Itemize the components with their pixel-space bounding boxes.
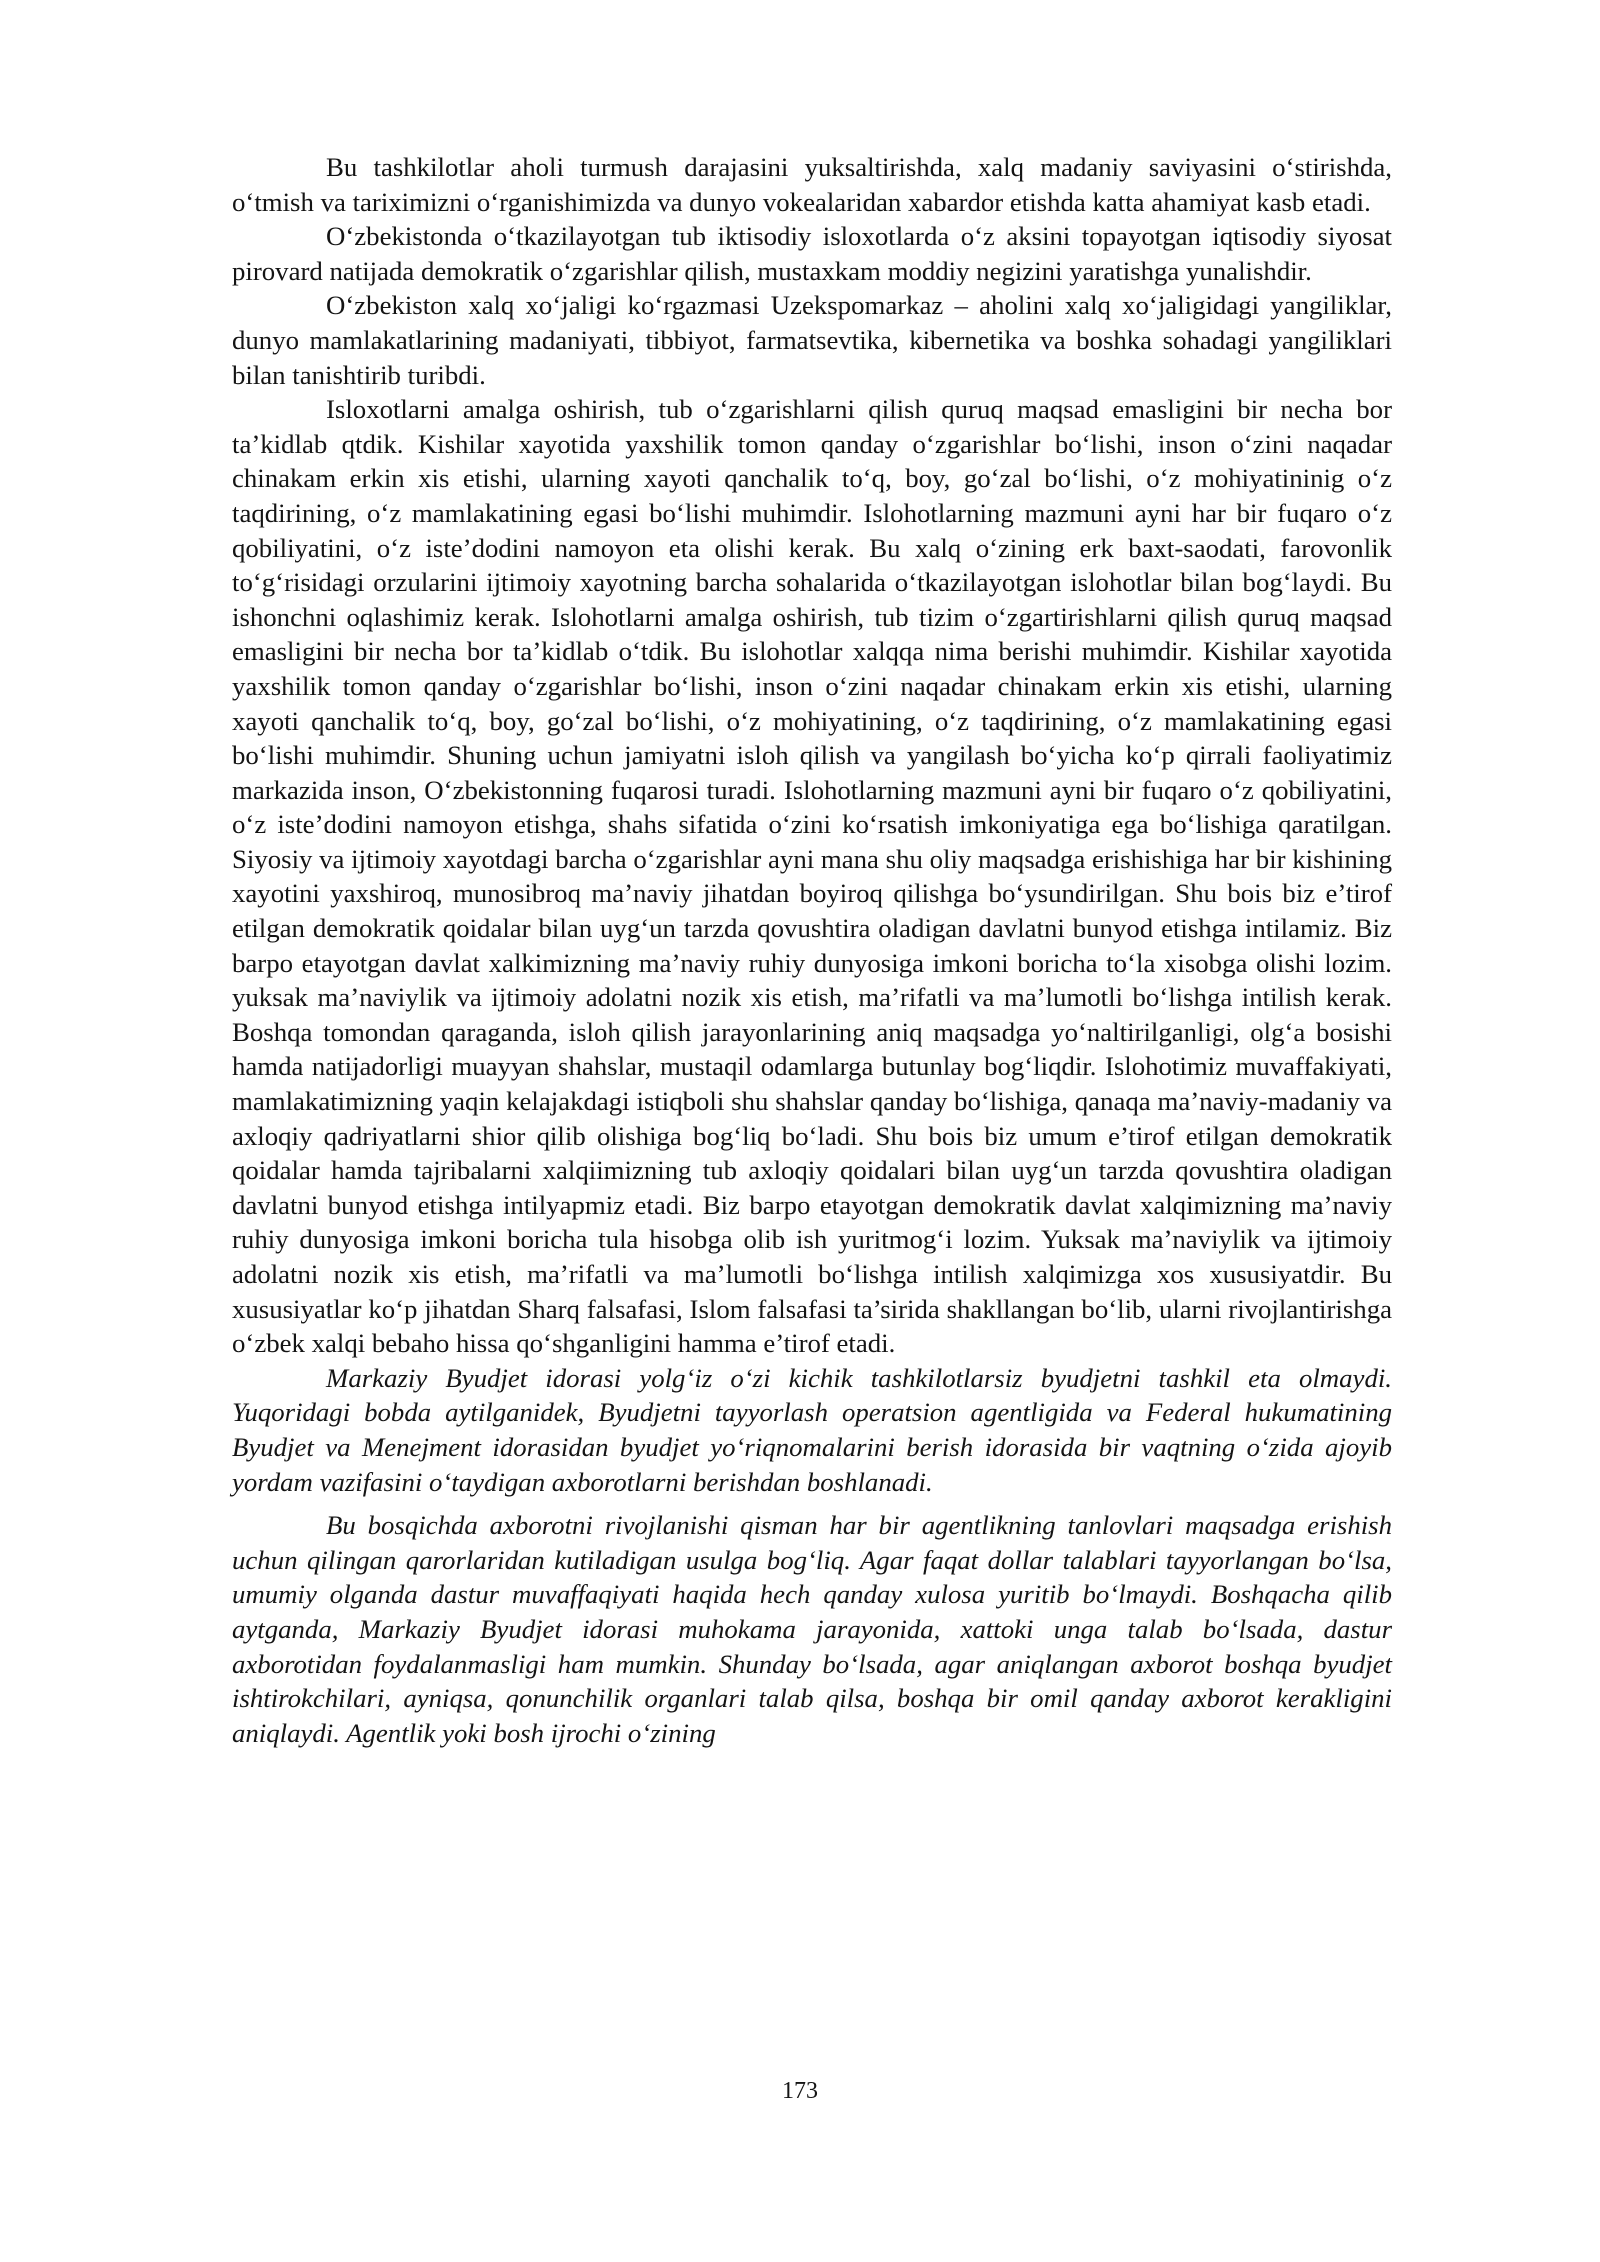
paragraph-2: O‘zbekistonda o‘tkazilayotgan tub iktisodiy isloxotlarda o‘z aksini topayotgan iqtisodiy siyosat pirovard natijada demokratik o‘zgarishlar qilish, mustaxkam moddiy negizini yaratishga yunalishdir.	[232, 221, 1392, 286]
paragraph-1: Bu tashkilotlar aholi turmush darajasini yuksaltirishda, xalq madaniy saviyasini o‘stirishda, o‘tmish va tariximizni o‘rganishimizda va dunyo vokealaridan xabardor etishda katta ahamiyat kasb etadi.	[232, 152, 1392, 217]
paragraph-5-italic: Markaziy Byudjet idorasi yolg‘iz o‘zi kichik tashkilotlarsiz byudjetni tashkil eta olmaydi. Yuqoridagi bobda aytilganidek, Byudjetni tayyorlash operatsion agentligida va Federal hukumatining Byudjet va Menejment idorasidan byudjet yo‘riqnomalarini berish idorasida bir vaqtning o‘zida ajoyib yordam vazifasini o‘taydigan axborotlarni berishdan boshlanadi.	[232, 1362, 1392, 1497]
paragraph-4: Isloxotlarni amalga oshirish, tub o‘zgarishlarni qilish quruq maqsad emasligini bir necha bor ta’kidlab qtdik. Kishilar xayotida yaxshilik tomon qanday o‘zgarishlar bo‘lishi, inson o‘zini naqadar chinakam erkin xis etishi, ularning xayoti qanchalik to‘q, boy, go‘zal bo‘lishi, o‘z mohiyatininig o‘z taqdirining, o‘z mamlakatining egasi bo‘lishi muhimdir. Islohotlarning mazmuni ayni har bir fuqaro o‘z qobiliyatini, o‘z iste’dodini namoyon eta olishi kerak. Bu xalq o‘zining erk baxt-saodati, farovonlik to‘g‘risidagi orzularini ijtimoiy xayotning barcha sohalarida o‘tkazilayotgan islohotlar bilan bog‘laydi. Bu ishonchni oqlashimiz kerak. Islohotlarni amalga oshirish, tub tizim o‘zgartirishlarni qilish quruq maqsad emasligini bir necha bor ta’kidlab o‘tdik. Bu islohotlar xalqqa nima berishi muhimdir. Kishilar xayotida yaxshilik tomon qanday o‘zgarishlar bo‘lishi, inson o‘zini naqadar chinakam erkin xis etishi, ularning xayoti qanchalik to‘q, boy, go‘zal bo‘lishi, o‘z mohiyatining, o‘z taqdirining, o‘z mamlakatining egasi bo‘lishi muhimdir. Shuning uchun jamiyatni isloh qilish va yangilash bo‘yicha ko‘p qirrali faoliyatimiz markazida inson, O‘zbekistonning fuqarosi turadi. Islohotlarning mazmuni ayni bir fuqaro o‘z qobiliyatini, o‘z iste’dodini namoyon etishga, shahs sifatida o‘zini ko‘rsatish imkoniyatiga ega bo‘lishiga qaratilgan. Siyosiy va ijtimoiy xayotdagi barcha o‘zgarishlar ayni mana shu oliy maqsadga erishishiga har bir kishining xayotini yaxshiroq, munosibroq ma’naviy jihatdan boyiroq qilishga bo‘ysundirilgan. Shu bois biz e’tirof etilgan demokratik qoidalar bilan uyg‘un tarzda qovushtira oladigan davlatni bunyod etishga intilamiz. Biz barpo etayotgan davlat xalkimizning ma’naviy ruhiy dunyosiga imkoni boricha to‘la xisobga olishi lozim. yuksak ma’naviylik va ijtimoiy adolatni nozik xis etish, ma’rifatli va ma’lumotli bo‘lishga intilish kerak. Boshqa tomondan qaraganda, isloh qilish jarayonlarining aniq maqsadga yo‘naltirilganligi, olg‘a bosishi hamda natijadorligi muayyan shahslar, mustaqil odamlarga butunlay bog‘liqdir. Islohotimiz muvaffakiyati, mamlakatimizning yaqin kelajakdagi istiqboli shu shahslar qanday bo‘lishiga, qanaqa ma’naviy-madaniy va axloqiy qadriyatlarni shior qilib olishiga bog‘liq bo‘ladi. Shu bois biz umum e’tirof etilgan demokratik qoidalar hamda tajribalarni xalqiimizning tub axloqiy qoidalari bilan uyg‘un tarzda qovushtira oladigan davlatni bunyod etishga intilyapmiz etadi. Biz barpo etayotgan demokratik davlat xalqimizning ma’naviy ruhiy dunyosiga imkoni boricha tula hisobga olib ish yuritmog‘i lozim. Yuksak ma’naviylik va ijtimoiy adolatni nozik xis etish, ma’rifatli va ma’lumotli bo‘lishga intilish xalqimizga xos xususiyatdir. Bu xususiyatlar ko‘p jihatdan Sharq falsafasi, Islom falsafasi ta’sirida shakllangan bo‘lib, ularni rivojlantirishga o‘zbek xalqi bebaho hissa qo‘shganligini hamma e’tirof etadi.	[232, 394, 1392, 1359]
paragraph-3: O‘zbekiston xalq xo‘jaligi ko‘rgazmasi Uzekspomarkaz – aholini xalq xo‘jaligidagi yangiliklar, dunyo mamlakatlarining madaniyati, tibbiyot, farmatsevtika, kibernetika va boshka sohadagi yangiliklari bilan tanishtirib turibdi.	[232, 290, 1392, 390]
document-body	[232, 150, 1392, 1750]
page-number: 173	[782, 2078, 818, 2104]
paragraph-6-italic: Bu bosqichda axborotni rivojlanishi qisman har bir agentlikning tanlovlari maqsadga erishish uchun qilingan qarorlaridan kutiladigan usulga bog‘liq. Agar faqat dollar talablari tayyorlangan bo‘lsa, umumiy olganda dastur muvaffaqiyati haqida hech qanday xulosa yuritib bo‘lmaydi. Boshqacha qilib aytganda, Markaziy Byudjet idorasi muhokama jarayonida, xattoki unga talab bo‘lsada, dastur axborotidan foydalanmasligi ham mumkin. Shunday bo‘lsada, agar aniqlangan axborot boshqa byudjet ishtirokchilari, ayniqsa, qonunchilik organlari talab qilsa, boshqa bir omil qanday axborot kerakligini aniqlaydi. Agentlik yoki bosh ijrochi o‘zining	[232, 1510, 1392, 1748]
